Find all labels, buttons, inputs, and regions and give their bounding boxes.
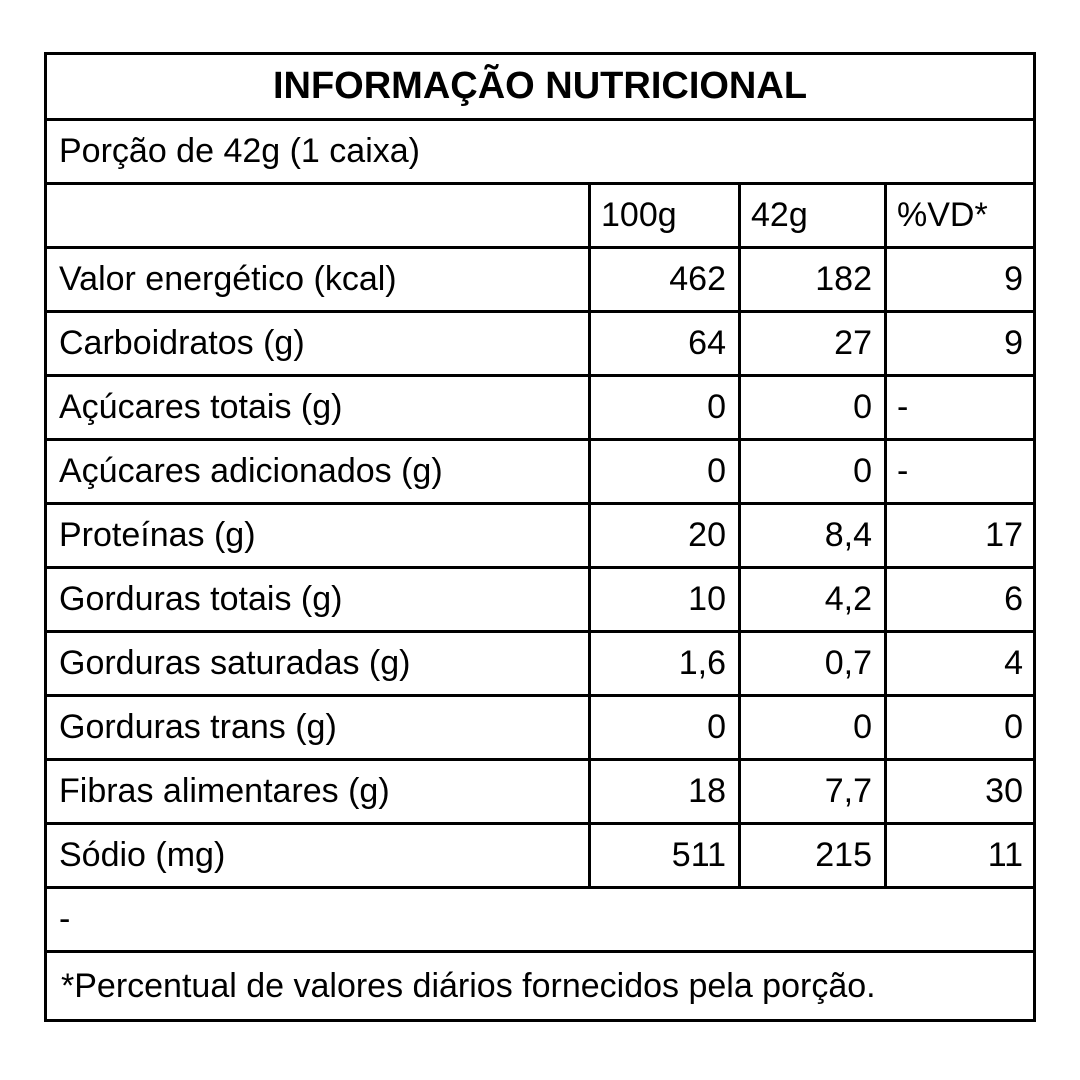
nutrient-name: Gorduras totais (g) [59,580,343,618]
table-row [47,697,1033,761]
table-row [47,441,1033,505]
table-row [47,377,1033,441]
nutrition-facts-table [44,52,1036,1022]
column-header-100g: 100g [588,185,738,246]
table-row [47,825,1033,889]
table-row [47,313,1033,377]
column-header-portion: 42g [738,185,884,246]
value-portion: 8,4 [738,505,884,566]
value-portion: 4,2 [738,569,884,630]
value-portion: 182 [738,249,884,310]
table-row [47,569,1033,633]
nutrient-name: Gorduras saturadas (g) [59,644,411,682]
column-header-nutrient [47,185,588,246]
nutrient-name: Açúcares totais (g) [59,388,343,426]
value-portion: 0 [738,697,884,758]
portion-size: Porção de 42g (1 caixa) [47,121,1033,185]
nutrient-name: Carboidratos (g) [59,324,305,362]
nutrient-name: Sódio (mg) [59,836,226,874]
value-vd: 11 [884,825,1033,886]
value-100g: 462 [588,249,738,310]
value-100g: 0 [588,441,738,502]
table-row [47,633,1033,697]
value-100g: 20 [588,505,738,566]
value-100g: 0 [588,697,738,758]
value-vd: 9 [884,313,1033,374]
value-100g: 64 [588,313,738,374]
value-portion: 215 [738,825,884,886]
value-100g: 511 [588,825,738,886]
value-vd: - [884,377,1033,438]
column-header-row [47,185,1033,249]
value-portion: 27 [738,313,884,374]
value-100g: 18 [588,761,738,822]
value-portion: 7,7 [738,761,884,822]
value-vd: 17 [884,505,1033,566]
nutrient-name: Açúcares adicionados (g) [59,452,443,490]
value-vd: - [884,441,1033,502]
value-100g: 1,6 [588,633,738,694]
value-portion: 0 [738,377,884,438]
value-vd: 6 [884,569,1033,630]
value-100g: 10 [588,569,738,630]
table-row [47,249,1033,313]
nutrient-name: Fibras alimentares (g) [59,772,390,810]
value-portion: 0 [738,441,884,502]
value-vd: 9 [884,249,1033,310]
value-100g: 0 [588,377,738,438]
table-row [47,505,1033,569]
nutrient-name: Proteínas (g) [59,516,256,554]
value-vd: 0 [884,697,1033,758]
extra-note-row: - [47,889,1033,953]
value-portion: 0,7 [738,633,884,694]
footnote: *Percentual de valores diários fornecidos pela porção. [61,966,876,1005]
table-title: INFORMAÇÃO NUTRICIONAL [47,55,1033,121]
value-vd: 4 [884,633,1033,694]
column-header-vd: %VD* [884,185,1033,246]
nutrient-name: Valor energético (kcal) [59,260,397,298]
nutrient-name: Gorduras trans (g) [59,708,337,746]
value-vd: 30 [884,761,1033,822]
table-row [47,761,1033,825]
